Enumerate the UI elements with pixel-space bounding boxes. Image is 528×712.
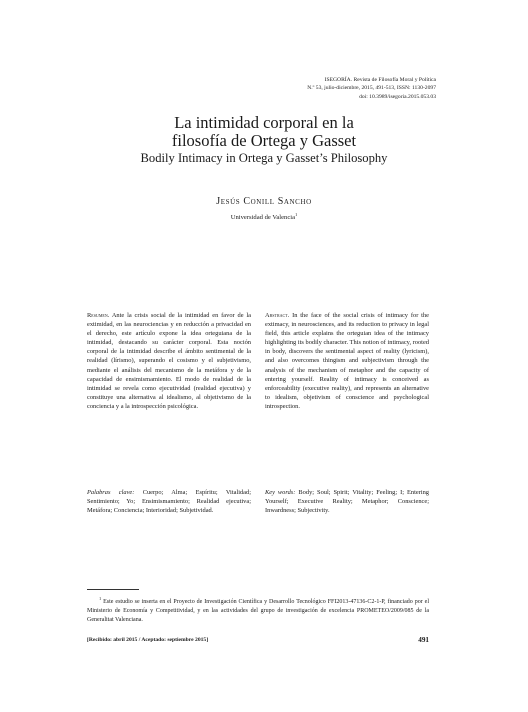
affiliation-footnote-mark: 1 — [295, 212, 298, 217]
keywords-english — [265, 488, 429, 515]
author-name: Jesús Conill Sancho — [216, 196, 312, 207]
journal-name: ISEGORÍA. Revista de Filosofía Moral y Política — [324, 77, 436, 83]
abstract-label: Abstract. — [265, 312, 290, 319]
resumen-label: Resumen. — [87, 312, 110, 319]
page-number: 491 — [418, 636, 429, 644]
resumen-block — [87, 311, 251, 411]
title-english: Bodily Intimacy in Ortega y Gasset’s Philosophy — [140, 151, 388, 165]
abstract-text: In the face of the social crisis of intimacy for the extimacy, in neurosciences, and its reduction to privacy in legal field, this article explains the orteguian idea of the intimacy highlighting its bodily character. This notion of intimacy, rooted in body, discovers the sentimental aspect of reality (lyricism), and also overcomes thingism and subjectivism through the analysis of the mechanism of metaphor and the capacity of entering yourself. Reality of intimacy is conceived as enforceability (executive reality), and represents an alternative to idealism, objetivism of conscience and psychological introspection. — [265, 312, 429, 410]
keywords-spanish — [87, 488, 251, 515]
resumen-text: Ante la crisis social de la intimidad en favor de la extimidad, en las neurociencias y en reducción a privacidad en el derecho, este artículo expone la idea orteguiana de la intimidad, destacando su carácter corporal. Esta noción corporal de la intimidad describe el ámbito sentimental de la realidad (lírismo), superando el cosismo y el subjetivismo, mediante el análisis del mecanismo de la metáfora y de la capacidad de ensimismamiento. El modo de realidad de la intimidad se revela como ejecutividad (realidad ejecutiva) y constituye una alternativa al idealismo, al objetivismo de la conciencia y a la introspección psicológica. — [87, 312, 251, 410]
footnote-mark: 1 — [99, 596, 102, 601]
affiliation — [0, 212, 528, 221]
footnote-text: Este estudio se inserta en el Proyecto de Investigación Científica y Desarrollo Tecnológico FFI2013-47136-C2-1-P, financiado por el Ministerio de Economía y Competitividad, y en las actividades del grupo de investigación de excelencia PROMETEO/2009/085 de la Generalitat Valenciana. — [87, 599, 430, 623]
abstract-block — [265, 311, 429, 411]
received-accepted-dates: [Recibido: abril 2015 / Aceptado: septiembre 2015] — [87, 637, 209, 643]
affiliation-text: Universidad de Valencia — [230, 214, 296, 222]
keywords-english-label: Key words: — [265, 489, 296, 496]
keywords-spanish-text: Cuerpo; Alma; Espíritu; Vitalidad; Sentimiento; Yo; Ensimismamiento; Realidad ejecutiva; Metáfora; Conciencia; Interioridad; Subjetividad. — [87, 489, 251, 515]
keywords-spanish-label: Palabras clave: — [87, 489, 135, 496]
footnote-divider — [87, 589, 139, 590]
doi: doi: 10.3989/isegoria.2015.053.03 — [359, 93, 436, 100]
title-spanish — [0, 114, 528, 150]
keywords-english-text: Body; Soul; Spirit; Vitality; Feeling; I; Entering Yourself; Executive Reality; Metaphor; Conscience; Inwardness; Subjectivity. — [265, 489, 429, 515]
footnote — [87, 595, 429, 624]
journal-header — [307, 76, 436, 101]
issue-info: N.º 53, julio-diciembre, 2015, 491-513, ISSN: 1130-2097 — [307, 85, 436, 92]
title-spanish-text: La intimidad corporal en la filosofía de Ortega y Gasset — [171, 113, 357, 150]
